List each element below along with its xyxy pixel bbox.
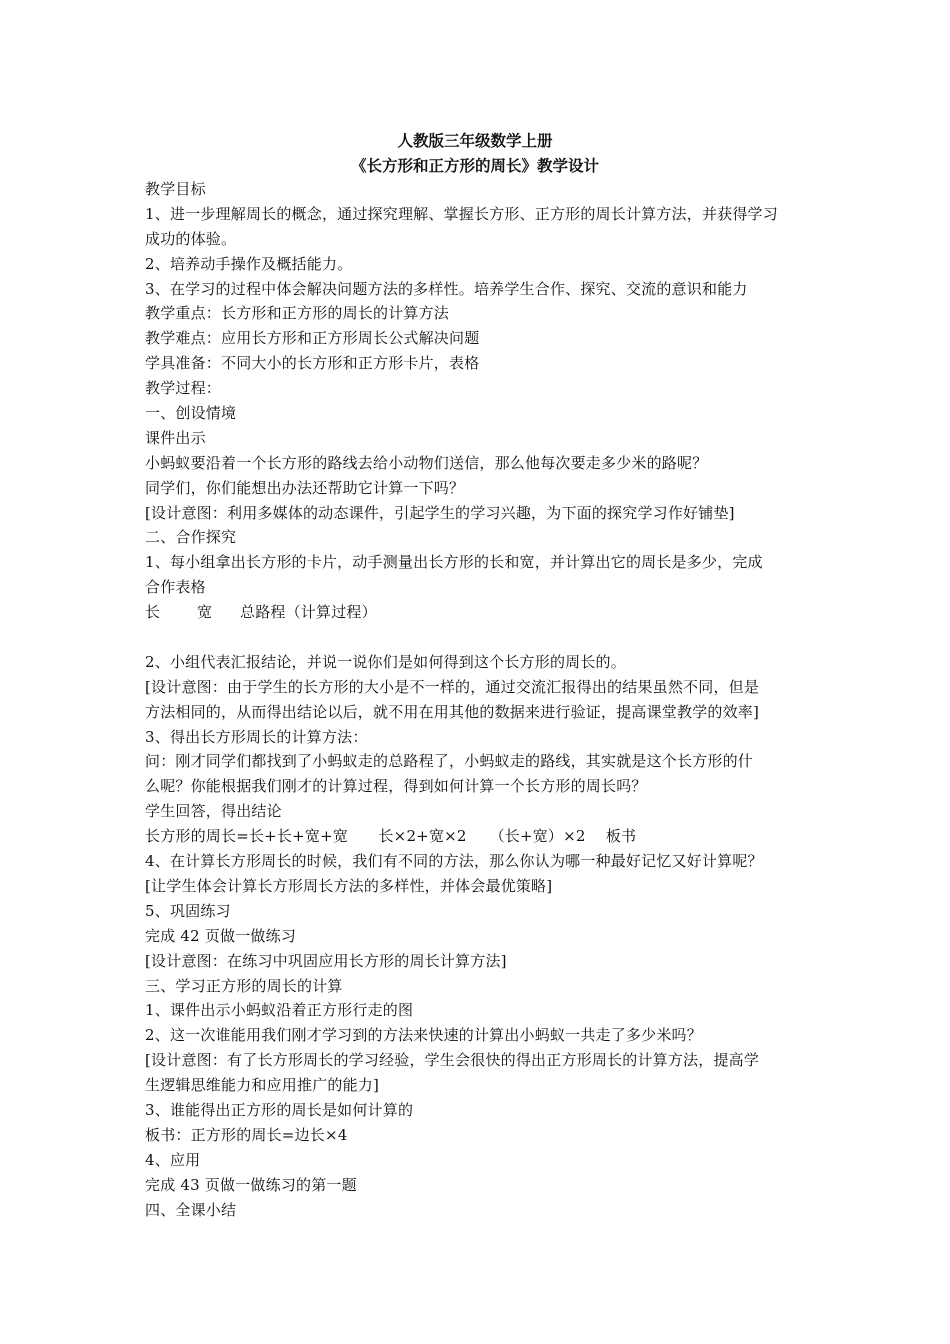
table-header-total: 总路程（计算过程） <box>240 603 377 622</box>
text-line: 教学重点：长方形和正方形的周长的计算方法 <box>145 304 450 323</box>
text-line: [设计意图：有了长方形周长的学习经验，学生会很快的得出正方形周长的计算方法，提高学 <box>145 1051 760 1070</box>
text-line: 成功的体验。 <box>145 229 237 248</box>
text-line: 3、得出长方形周长的计算方法： <box>145 727 368 746</box>
text-line: 么呢？你能根据我们刚才的计算过程，得到如何计算一个长方形的周长吗？ <box>145 777 647 796</box>
text-line: 课件出示 <box>145 428 206 447</box>
text-line: 1、课件出示小蚂蚁沿着正方形行走的图 <box>145 1001 414 1020</box>
text-line: 方法相同的，从而得出结论以后，就不用在用其他的数据来进行验证，提高课堂教学的效率] <box>145 702 760 721</box>
text-line: 2、培养动手操作及概括能力。 <box>145 254 353 273</box>
text-line: 教学难点：应用长方形和正方形周长公式解决问题 <box>145 329 480 348</box>
text-line: 四、全课小结 <box>145 1200 237 1219</box>
text-line: 5、巩固练习 <box>145 901 231 920</box>
text-line: 问：刚才同学们都找到了小蚂蚁走的总路程了，小蚂蚁走的路线，其实就是这个长方形的什 <box>145 752 754 771</box>
text-line: 小蚂蚁要沿着一个长方形的路线去给小动物们送信，那么他每次要走多少米的路呢？ <box>145 453 708 472</box>
text-line: [设计意图：在练习中巩固应用长方形的周长计算方法] <box>145 951 507 970</box>
document-subtitle: 《长方形和正方形的周长》教学设计 <box>350 156 599 175</box>
text-line: 2、小组代表汇报结论，并说一说你们是如何得到这个长方形的周长的。 <box>145 652 626 671</box>
text-line: 三、学习正方形的周长的计算 <box>145 976 343 995</box>
text-line: 长方形的周长=长+长+宽+宽 长×2+宽×2 （长+宽）×2 板书 <box>145 827 637 846</box>
text-line: [让学生体会计算长方形周长方法的多样性，并体会最优策略] <box>145 876 553 895</box>
text-line: 3、在学习的过程中体会解决问题方法的多样性。培养学生合作、探究、交流的意识和能力 <box>145 279 748 298</box>
text-line: 4、在计算长方形周长的时候，我们有不同的方法，那么你认为哪一种最好记忆又好计算呢？ <box>145 852 763 871</box>
text-line: 1、进一步理解周长的概念，通过探究理解、掌握长方形、正方形的周长计算方法，并获得学习 <box>145 204 778 223</box>
table-header-width: 宽 <box>197 603 213 622</box>
table-header-length: 长 <box>145 603 161 622</box>
text-line: 3、谁能得出正方形的周长是如何计算的 <box>145 1100 414 1119</box>
text-line: 同学们，你们能想出办法还帮助它计算一下吗？ <box>145 478 465 497</box>
text-line: [设计意图：由于学生的长方形的大小是不一样的，通过交流汇报得出的结果虽然不同，但是 <box>145 677 760 696</box>
text-line: [设计意图：利用多媒体的动态课件，引起学生的学习兴趣，为下面的探究学习作好铺垫] <box>145 503 735 522</box>
text-line: 教学过程： <box>145 379 222 398</box>
text-line: 学生回答，得出结论 <box>145 802 282 821</box>
text-line: 2、这一次谁能用我们刚才学习到的方法来快速的计算出小蚂蚁一共走了多少米吗？ <box>145 1026 702 1045</box>
text-line: 板书：正方形的周长=边长×4 <box>145 1125 348 1144</box>
table-header-row <box>145 600 810 625</box>
text-line: 学具准备：不同大小的长方形和正方形卡片，表格 <box>145 354 480 373</box>
document-title: 人教版三年级数学上册 <box>397 131 553 150</box>
text-line: 生逻辑思维能力和应用推广的能力] <box>145 1076 380 1095</box>
document-body <box>145 177 810 1222</box>
text-line: 合作表格 <box>145 578 206 597</box>
text-line: 一、创设情境 <box>145 404 237 423</box>
text-line: 1、每小组拿出长方形的卡片，动手测量出长方形的长和宽，并计算出它的周长是多少，完成 <box>145 553 763 572</box>
blank-line <box>145 625 810 650</box>
text-line: 教学目标 <box>145 180 206 198</box>
text-line: 二、合作探究 <box>145 528 237 547</box>
text-line: 完成 43 页做一做练习的第一题 <box>145 1175 357 1194</box>
text-line: 4、应用 <box>145 1150 201 1169</box>
text-line: 完成 42 页做一做练习 <box>145 926 297 945</box>
